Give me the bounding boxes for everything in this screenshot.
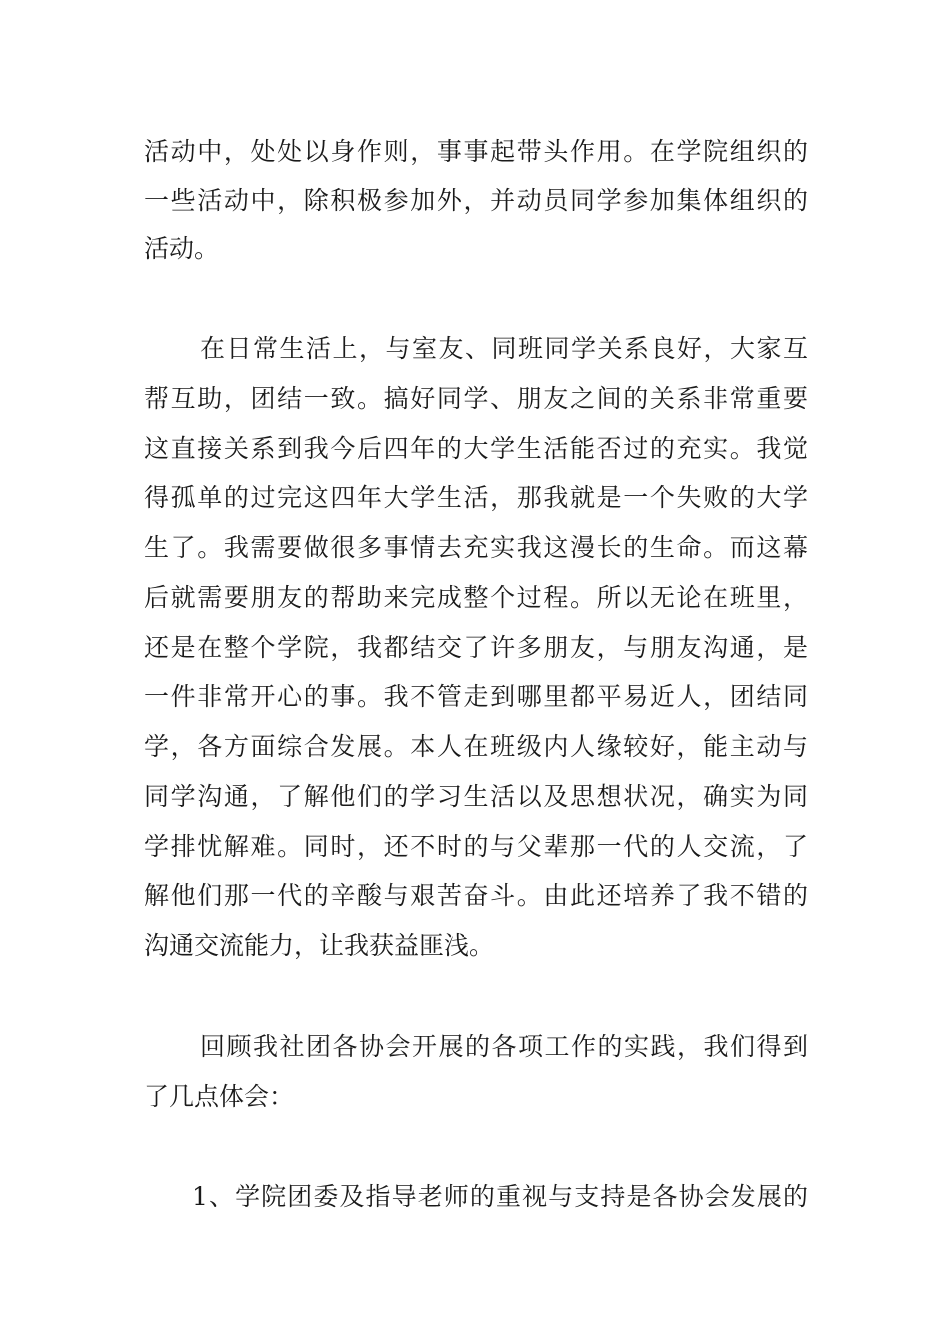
paragraph-1-line-2: 一些活动中，除积极参加外，并动员同学参加集体组织的 bbox=[144, 186, 808, 215]
paragraph-2-line-2: 帮互助，团结一致。搞好同学、朋友之间的关系非常重要 bbox=[144, 384, 808, 413]
paragraph-2-line-6: 后就需要朋友的帮助来完成整个过程。所以无论在班里， bbox=[144, 583, 808, 612]
paragraph-2-line-7: 还是在整个学院，我都结交了许多朋友，与朋友沟通，是 bbox=[144, 633, 808, 662]
paragraph-2-line-8: 一件非常开心的事。我不管走到哪里都平易近人，团结同 bbox=[144, 682, 808, 711]
paragraph-2-line-1: 在日常生活上，与室友、同班同学关系良好，大家互 bbox=[200, 334, 808, 363]
paragraph-2-line-3: 这直接关系到我今后四年的大学生活能否过的充实。我觉 bbox=[144, 434, 808, 463]
paragraph-1-line-1: 活动中，处处以身作则，事事起带头作用。在学院组织的 bbox=[144, 137, 808, 166]
paragraph-1-line-3: 活动。 bbox=[144, 234, 220, 263]
paragraph-3-line-2: 了几点体会： bbox=[144, 1082, 295, 1111]
paragraph-2-line-9: 学，各方面综合发展。本人在班级内人缘较好，能主动与 bbox=[144, 732, 808, 761]
paragraph-2-line-11: 学排忧解难。同时，还不时的与父辈那一代的人交流，了 bbox=[144, 832, 808, 861]
paragraph-2-line-12: 解他们那一代的辛酸与艰苦奋斗。由此还培养了我不错的 bbox=[144, 881, 808, 910]
list-item-1-line-1: 1、学院团委及指导老师的重视与支持是各协会发展的 bbox=[192, 1182, 808, 1211]
paragraph-2-line-4: 得孤单的过完这四年大学生活，那我就是一个失败的大学 bbox=[144, 483, 808, 512]
paragraph-2-line-10: 同学沟通，了解他们的学习生活以及思想状况，确实为同 bbox=[144, 782, 808, 811]
paragraph-2-line-5: 生了。我需要做很多事情去充实我这漫长的生命。而这幕 bbox=[144, 533, 808, 562]
paragraph-2-line-13: 沟通交流能力，让我获益匪浅。 bbox=[144, 931, 495, 960]
paragraph-3-line-1: 回顾我社团各协会开展的各项工作的实践，我们得到 bbox=[200, 1032, 808, 1061]
